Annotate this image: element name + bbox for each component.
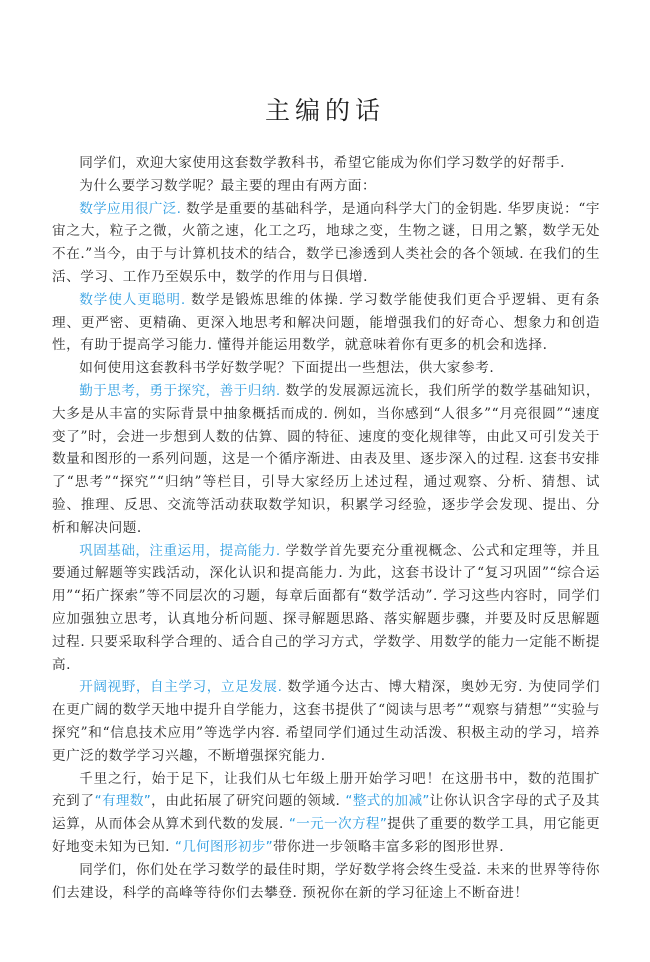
paragraph-math-smarter: 数学使人更聪明. 数学是锻炼思维的体操. 学习数学能使我们更合乎逻辑、更有条理、更严密、更精确、更深入地思考和解决问题，能增强我们的好奇心、想象力和创造性，有助于提高学习能力. 懂得并能运用数学，就意味着你有更多的机会和选择. xyxy=(52,291,600,354)
paragraph-why-learn: 为什么要学习数学呢？最主要的理由有两方面： xyxy=(79,177,377,194)
paragraph-think-explore: 勤于思考，勇于探究，善于归纳. 数学的发展源远流长，我们所学的数学基础知识，大多是从丰富的实际背景中抽象概括而成的. 例如，当你感到“人很多”“月亮很圆”“速度变了”时，会进一步想到人数的估算、圆的特征、速度的变化规律等，由此又可引发关于数量和图形的一系列问题，这是一个循序渐进、由表及里、逐步深入的过程. 这套书安排了“思考”“探究”“归纳”等栏目，引导大家经历上述过程，通过观察、分析、猜想、试验、推理、反思、交流等活动获取数学知识，积累学习经验，逐步学会发现、提出、分析和解决问题. xyxy=(52,382,600,536)
chapter-link-geometry: “几何图形初步” xyxy=(174,838,273,855)
paragraph-math-widely-used: 数学应用很广泛. 数学是重要的基础科学，是通向科学大门的金钥匙. 华罗庚说：“宇宙之大，粒子之微，火箭之速，化工之巧，地球之变，生物之谜，日用之繁，数学无处不在.”当今，由于与计算机技术的结合，数学已渗透到人类社会的各个领域. 在我们的生活、学习、工作乃至娱乐中，数学的作用与日俱增. xyxy=(52,200,601,285)
section-heading: 数学应用很广泛. xyxy=(79,200,182,217)
paragraph-how-to-use: 如何使用这套教科书学好数学呢？下面提出一些想法，供大家参考. xyxy=(79,360,495,377)
section-heading: 勤于思考，勇于探究，善于归纳. xyxy=(79,382,281,399)
editor-foreword-body xyxy=(52,152,600,904)
paragraph-greeting: 同学们，欢迎大家使用这套数学教科书，希望它能成为你们学习数学的好帮手. xyxy=(79,155,565,171)
chapter-link-linear-equations: “一元一次方程” xyxy=(288,816,388,833)
paragraph-chapter-overview: 千里之行，始于足下，让我们从七年级上册开始学习吧！在这册书中，数的范围扩充到了“有理数”，由此拓展了研究问题的领域. “整式的加减”让你认识含字母的式子及其运算，从而体会从算术到代数的发展. “一元一次方程”提供了重要的数学工具，用它能更好地变未知为已知. “几何图形初步”带你进一步领略丰富多彩的图形世界. xyxy=(52,770,601,855)
section-heading: 开阔视野，自主学习，立足发展. xyxy=(79,679,283,696)
chapter-link-polynomials: “整式的加减” xyxy=(345,793,430,810)
paragraph-consolidate: 巩固基础，注重运用，提高能力. 学数学首先要充分重视概念、公式和定理等，并且要通过解题等实践活动，深化认识和提高能力. 为此，这套书设计了“复习巩固”“综合运用”“拓广探索”等不同层次的习题，每章后面都有“数学活动”. 学习这些内容时，同学们应加强独立思考，认真地分析问题、探寻解题思路、落实解题步骤，并要及时反思解题过程. 只要采取科学合理的、适合自己的学习方式，学数学、用数学的能力一定能不断提高. xyxy=(52,542,600,673)
page-title: 主编的话 xyxy=(264,95,385,125)
section-heading: 数学使人更聪明. xyxy=(79,291,186,308)
section-heading: 巩固基础，注重运用，提高能力. xyxy=(79,542,281,559)
chapter-link-rational-numbers: “有理数” xyxy=(94,793,152,810)
paragraph-broaden: 开阔视野，自主学习，立足发展. 数学通今达古、博大精深，奥妙无穷. 为使同学们在更广阔的数学天地中提升自学能力，这套书提供了“阅读与思考”“观察与猜想”“实验与探究”和“信息技术应用”等选学内容. 希望同学们通过生动活泼、积极主动的学习，培养更广泛的数学学习兴趣，不断增强探究能力. xyxy=(52,679,601,764)
paragraph-closing: 同学们，你们处在学习数学的最佳时期，学好数学将会终生受益. 未来的世界等待你们去建设，科学的高峰等待你们去攀登. 预祝你在新的学习征途上不断奋进！ xyxy=(52,861,600,901)
